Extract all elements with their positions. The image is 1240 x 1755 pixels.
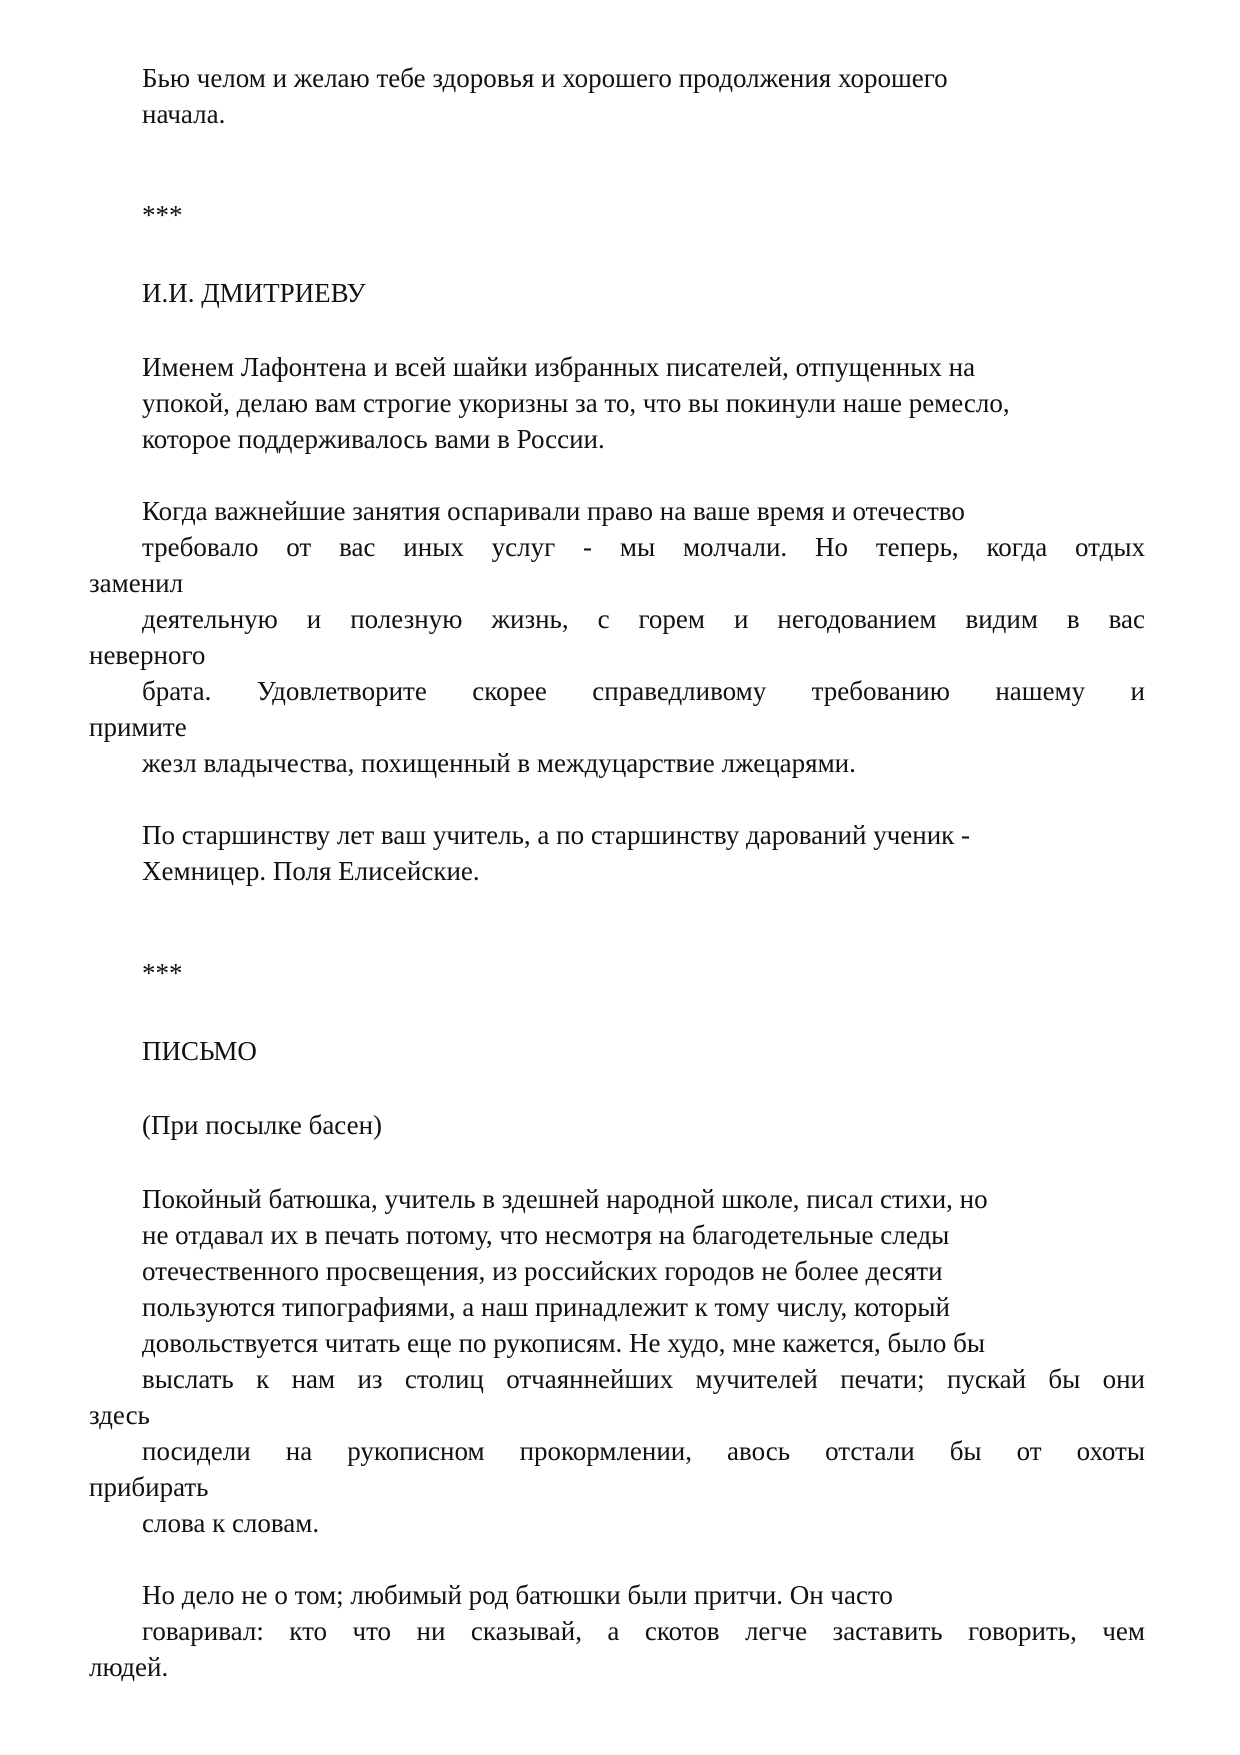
text-line: Бью челом и желаю тебе здоровья и хорошего продолжения хорошего (142, 63, 948, 93)
text-line: прибирать (89, 1472, 209, 1502)
text-line: посидели на рукописном прокормлении, авось отстали бы от охоты (142, 1436, 1145, 1466)
letter-heading: И.И. ДМИТРИЕВУ (142, 278, 366, 308)
text-line: начала. (142, 99, 226, 129)
text-line: жезл владычества, похищенный в междуцарствие лжецарями. (142, 748, 856, 778)
text-line: требовало от вас иных услуг - мы молчали. Но теперь, когда отдых (142, 532, 1145, 562)
text-line: Но дело не о том; любимый род батюшки были притчи. Он часто (142, 1580, 893, 1610)
text-line: пользуются типографиями, а наш принадлежит к тому числу, который (142, 1292, 950, 1322)
text-line: По старшинству лет ваш учитель, а по старшинству дарований ученик - (142, 820, 971, 850)
text-line: Покойный батюшка, учитель в здешней народной школе, писал стихи, но (142, 1184, 988, 1214)
text-line: говаривал: кто что ни сказывай, а скотов легче заставить говорить, чем (142, 1616, 1145, 1646)
text-line: Именем Лафонтена и всей шайки избранных писателей, отпущенных на (142, 352, 976, 382)
text-line: отечественного просвещения, из российских городов не более десяти (142, 1256, 943, 1286)
text-line: людей. (89, 1652, 169, 1682)
text-line: не отдавал их в печать потому, что несмотря на благодетельные следы (142, 1220, 950, 1250)
section-separator: *** (142, 958, 183, 988)
text-line: упокой, делаю вам строгие укоризны за то, что вы покинули наше ремесло, (142, 388, 1010, 418)
text-line: деятельную и полезную жизнь, с горем и негодованием видим в вас (142, 604, 1145, 634)
text-line: выслать к нам из столиц отчаяннейших мучителей печати; пускай бы они (142, 1364, 1145, 1394)
text-line: здесь (89, 1400, 150, 1430)
text-line: слова к словам. (142, 1508, 320, 1538)
section-separator: *** (142, 200, 183, 230)
text-line: которое поддерживалось вами в России. (142, 424, 605, 454)
text-line: Хемницер. Поля Елисейские. (142, 856, 480, 886)
text-line: примите (89, 712, 187, 742)
text-line: неверного (89, 640, 206, 670)
letter-heading: ПИСЬМО (142, 1036, 257, 1066)
text-line: довольствуется читать еще по рукописям. Не худо, мне кажется, было бы (142, 1328, 986, 1358)
letter-subheading: (При посылке басен) (142, 1110, 383, 1140)
text-line: Когда важнейшие занятия оспаривали право на ваше время и отечество (142, 496, 965, 526)
text-line: брата. Удовлетворите скорее справедливому требованию нашему и (142, 676, 1145, 706)
text-line: заменил (89, 568, 184, 598)
